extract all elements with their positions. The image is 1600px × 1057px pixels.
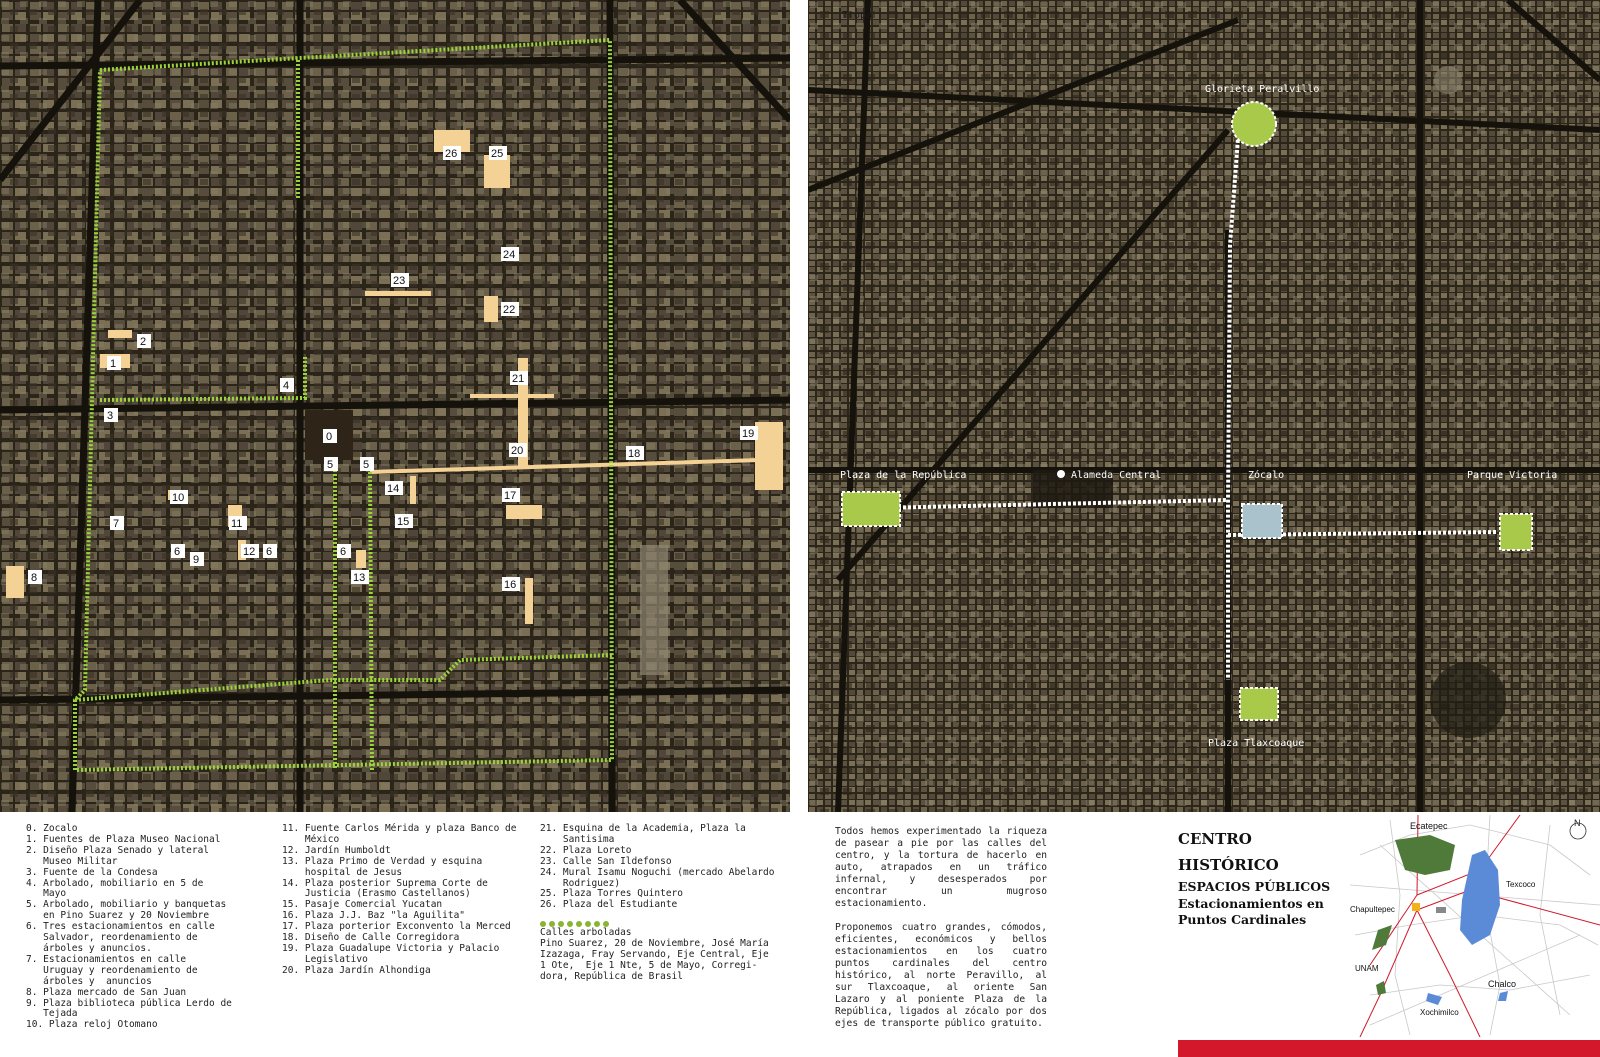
top-edge-text: Tropa [842,10,873,21]
svg-text:17: 17 [504,490,517,502]
inset-map[interactable] [1350,815,1600,1037]
map-marker[interactable] [509,443,527,457]
legend-item: 17. Plaza porterior Exconvento la Merced [282,921,511,933]
svg-text:16: 16 [504,579,517,591]
map-marker[interactable] [110,516,124,530]
inset-label-texcoco: Texcoco [1506,880,1536,889]
inset-label-xochimilco: Xochimilco [1420,1008,1459,1017]
svg-text:8: 8 [31,572,38,584]
map-marker[interactable] [391,273,409,287]
map-marker[interactable] [190,552,204,566]
svg-text:6: 6 [174,546,181,558]
svg-text:7: 7 [113,518,120,530]
svg-text:6: 6 [266,546,273,558]
centro-marker [1412,903,1420,911]
map-marker[interactable] [324,457,338,471]
svg-text:24: 24 [503,249,516,261]
map-marker[interactable] [443,146,461,160]
svg-text:20: 20 [511,445,524,457]
legend-item: 23. Calle San Ildefonso [540,855,672,867]
legend-item: 20. Plaza Jardín Alhondiga [282,964,431,976]
map-marker[interactable] [626,446,644,460]
legend-item: 24. Mural Isamu Noguchi (mercado Abelardo Rodriguez) [540,866,775,889]
inset-label-unam: UNAM [1355,964,1379,973]
map-marker[interactable] [395,514,413,528]
inset-label-chalco: Chalco [1488,979,1517,989]
map-marker[interactable] [337,544,351,558]
map-marker[interactable] [502,577,520,591]
svg-text:10: 10 [172,492,185,504]
svg-text:13: 13 [353,572,366,584]
inset-map-canvas [1350,815,1600,1037]
legend-item: 26. Plaza del Estudiante [540,899,678,911]
legend-item: 7. Estacionamientos en calle Uruguay y reordenamiento de árboles y anuncios [26,953,198,987]
map-marker[interactable] [502,488,520,502]
map-marker[interactable] [229,516,247,530]
svg-text:9: 9 [193,554,200,566]
svg-text:15: 15 [397,516,410,528]
svg-text:14: 14 [387,483,400,495]
map-marker[interactable] [740,426,758,440]
label-victoria: Parque Victoria [1467,470,1558,481]
title-block [1178,826,1358,928]
legend-item: 3. Fuente de la Condesa [26,866,158,878]
legend-column-2 [282,824,522,977]
label-tlaxcoaque: Plaza Tlaxcoaque [1208,738,1305,749]
left-map-canvas [0,0,790,812]
svg-text:22: 22 [503,304,516,316]
legend-item: 4. Arbolado, mobiliario en 5 de Mayo [26,877,204,900]
map-marker[interactable] [280,378,294,392]
svg-text:12: 12 [243,546,256,558]
svg-text:1: 1 [110,358,117,370]
label-alameda: Alameda Central [1071,470,1162,481]
plaza-victoria[interactable] [1500,514,1532,550]
plaza-tlaxcoaque[interactable] [1240,688,1278,720]
legend-item: 18. Diseño de Calle Corregidora [282,932,460,944]
svg-text:18: 18 [628,448,641,460]
legend-item: 5. Arbolado, mobiliario y banquetas en Pino Suarez y 20 Noviembre [26,899,227,922]
svg-text:6: 6 [340,546,347,558]
label-glorieta: Glorieta Peralvillo [1205,84,1320,95]
legend-item: 0. Zocalo [26,823,78,834]
map-marker[interactable] [501,247,519,261]
right-map-canvas [808,0,1600,812]
page-title: CENTRO HISTÓRICO [1178,830,1279,874]
map-marker[interactable] [323,429,337,443]
north-label: N [1574,818,1581,828]
map-marker[interactable] [351,570,369,584]
map-marker[interactable] [28,570,42,584]
map-divider [790,0,808,812]
page-subtitle-2: Estacionamientos en Puntos Cardinales [1178,896,1324,927]
description-paragraph: Proponemos cuatro grandes, cómodos, eficientes, económicos y bellos estacionamientos en los cuatro puntos cardinales del centro histórico, al norte Peravillo, al sur Tlaxcoaque, al oriente San Lazaro y al poniente Plaza de la República, ligados al zócalo por dos ejes de transporte público gratuito. [835,922,1047,1029]
legend-item: 22. Plaza Loreto [540,844,632,856]
map-marker[interactable] [137,334,151,348]
description-paragraph: Todos hemos experimentado la riqueza de pasear a pie por las calles del centro, y la tortura de hacerlo en auto, atrapados en un tráfico infernal, y desesperados por encontrar un mugroso estacionamiento. [835,826,1047,909]
legend-item: 6. Tres estacionamientos en calle Salvador, reordenamiento de árboles y anuncios. [26,921,215,954]
inset-label-ecatepec: Ecatepec [1410,821,1448,831]
plaza-republica[interactable] [842,492,900,526]
alameda-point [1057,470,1065,478]
plaza-glorieta[interactable] [1232,102,1276,146]
svg-text:21: 21 [512,373,525,385]
svg-text:25: 25 [491,148,504,160]
streets-legend-title: Calles arboladas [540,927,632,939]
svg-text:3: 3 [107,410,114,422]
legend-item: 9. Plaza biblioteca pública Lerdo de Tejada [26,997,232,1020]
legend-item: 10. Plaza reloj Otomano [26,1019,158,1031]
left-map[interactable] [0,0,790,812]
svg-text:5: 5 [363,459,370,471]
legend-column-1 [26,824,236,1031]
map-marker[interactable] [263,544,277,558]
streets-legend-text: Pino Suarez, 20 de Noviembre, José María Izazaga, Fray Servando, Eje Central, Eje 1 Ote, Eje 1 Nte, 5 de Mayo, Corregi- dora, República de Brasil [540,938,769,982]
map-marker[interactable] [171,544,185,558]
legend-column-3 [540,824,780,983]
accent-bar [1178,1040,1600,1057]
right-map[interactable] [808,0,1600,812]
svg-text:5: 5 [327,459,334,471]
legend-item: 25. Plaza Torres Quintero [540,888,683,900]
map-marker[interactable] [501,302,519,316]
legend-item: 11. Fuente Carlos Mérida y plaza Banco de México [282,823,517,845]
label-republica: Plaza de la República [840,470,967,481]
plaza-zocalo[interactable] [1242,504,1282,538]
map-marker[interactable] [360,457,374,471]
svg-text:26: 26 [445,148,458,160]
legend-item: 1. Fuentes de Plaza Museo Nacional [26,833,221,845]
legend-item: 19. Plaza Guadalupe Victoria y Palacio Legislativo [282,942,500,965]
legend-item: 12. Jardín Humboldt [282,844,391,856]
svg-text:23: 23 [393,275,406,287]
map-marker[interactable] [241,544,259,558]
svg-text:19: 19 [742,428,755,440]
legend-item: 21. Esquina de la Academia, Plaza la Santisima [540,823,746,845]
map-marker[interactable] [104,408,118,422]
map-marker[interactable] [385,481,403,495]
label-zocalo: Zócalo [1248,470,1285,481]
inset-label-chapultepec: Chapultepec [1350,905,1395,914]
legend-item: 13. Plaza Primo de Verdad y esquina hospital de Jesus [282,855,483,878]
map-marker[interactable] [489,146,507,160]
legend-item: 2. Diseño Plaza Senado y lateral Museo Militar [26,844,210,867]
legend-item: 16. Plaza J.J. Baz "la Aguilita" [282,910,466,922]
map-marker[interactable] [107,356,121,370]
description [835,826,1047,1042]
legend-item: 8. Plaza mercado de San Juan [26,986,187,998]
svg-text:2: 2 [140,336,147,348]
svg-text:11: 11 [231,518,243,530]
legend-item: 14. Plaza posterior Suprema Corte de Justicia (Erasmo Castellanos) [282,877,488,900]
svg-text:4: 4 [283,380,290,392]
page-subtitle: ESPACIOS PÚBLICOS [1178,879,1331,894]
legend-item: 15. Pasaje Comercial Yucatan [282,899,443,911]
map-marker[interactable] [510,371,528,385]
svg-text:0: 0 [326,431,333,443]
map-marker[interactable] [170,490,188,504]
